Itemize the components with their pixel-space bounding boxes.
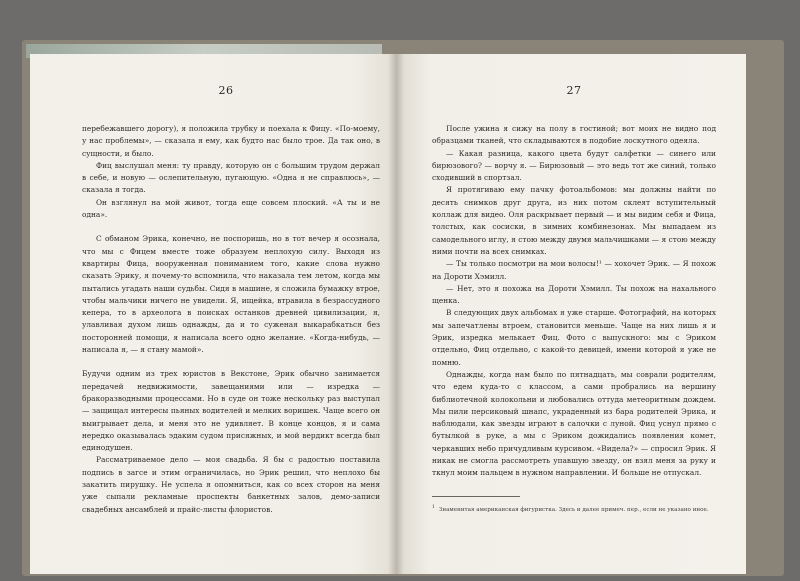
footnote-divider xyxy=(432,496,520,497)
right-page-body xyxy=(432,123,716,480)
paragraph: Фиц выслушал меня: ту правду, которую он с большим трудом держал в себе, и новую — ослепительную, пугающую. «Одна я не справлюсь», — сказала я тогда. xyxy=(82,160,380,195)
book-spine-shadow xyxy=(388,54,404,574)
paragraph: В следующих двух альбомах я уже старше. Фотографий, на которых мы запечатлены втроем, становится меньше. Чаще на них лишь я и Эрик, изредка мелькает Фиц. Фото с выпускного: мы с Эриком отдельно, Фиц отдельно, с какой-то девицей, имени которой я уже не помню. xyxy=(432,308,716,367)
paragraph: Я протягиваю ему пачку фотоальбомов: мы должны найти по десять снимков друг друга, из них потом склеят вступительный коллаж для видео. Оля раскрывает первый — и мы видим себя и Фица, толстых, как сосиски, в зимних комбинезонах. Мы выпадаем из самодельного иглу, я стою между двумя мальчишками — я стою между ними почти на всех снимках. xyxy=(432,185,716,256)
paragraph: — Нет, это я похожа на Дороти Хэмилл. Ты похож на нахального щенка. xyxy=(432,283,716,306)
paragraph: перебежавшего дорогу), я положила трубку и поехала к Фицу. «По-моему, у нас проблемы», — сказала я ему, как будто нас было трое. Да так оно, в сущности, и было. xyxy=(82,124,380,158)
paragraph: — Какая разница, какого цвета будут салфетки — синего или бирюзового? — ворчу я. — Бирюзовый — это ведь тот же синий, только сходивший в спортзал. xyxy=(432,148,716,183)
left-page-number: 26 xyxy=(218,84,234,97)
paragraph: Он взглянул на мой живот, тогда еще совсем плоский. «А ты и не одна». xyxy=(82,197,380,220)
paragraph: — Ты только посмотри на мои волосы!¹ — хохочет Эрик. — Я похож на Дороти Хэмилл. xyxy=(432,259,716,281)
left-page-body xyxy=(82,123,380,516)
footnote-text: Знаменитая американская фигуристка. Здесь и далее примеч. пер., если не указано иное. xyxy=(438,506,709,513)
right-page-number: 27 xyxy=(566,84,582,97)
paragraph: Рассматриваемое дело — моя свадьба. Я бы с радостью поставила подпись в загсе и этим ограничилась, но Эрик решил, что неплохо бы закатить пирушку. Не успела я опомниться, как со всех сторон на меня уже сыпали рекламные проспекты банкетных залов, демо-записи свадебных ансамблей и прайс-листы флористов. xyxy=(82,455,380,514)
footnote xyxy=(432,503,716,515)
left-page xyxy=(30,54,396,574)
footnote-mark: 1 xyxy=(432,504,435,510)
paragraph: С обманом Эрика, конечно, не поспоришь, но в тот вечер я осознала, что мы с Фицем вместе тоже образуем неплохую силу. Выходя из квартиры Фица, вооруженная пониманием того, какие слова нужно сказать Эрику, я почему-то вспомнила, что наказала тем летом, когда мы пытались угадать наши судьбы. Сидя в машине, я сложила бумажку втрое, чтобы мальчики ничего не увидели. Я, ищейка, втравила в безрассудного кепера, то в археолога в поисках останков древней цивилизации, я, улавливая духом лишь однажды, да и то суженая выкарабкаться без посторонней помощи, я написала всего одно желание. «Когда-нибудь, — написала я, — я стану мамой». xyxy=(82,234,380,355)
paragraph: Будучи одним из трех юристов в Векстоне, Эрик обычно занимается передачей недвижимости, завещаниями или — изредка — бракоразводными процессами. Но в суде он тоже нескольку раз выступал — защищал интересы пьяных водителей и мелких воришек. Чаще всего он выигрывает дела, и меня это не удивляет. В конце концов, я и сама нередко оказывалась эдаким судом присяжных, и мой вердикт всегда был единодушен. xyxy=(82,369,380,453)
right-page xyxy=(396,54,746,574)
paragraph: После ужина я сижу на полу в гостиной; вот моих не видно под образцами тканей, что складываются в подобие лоскутного одеяла. xyxy=(432,124,716,146)
paragraph: Однажды, когда нам было по пятнадцать, мы соврали родителям, что едем куда-то с классом, а сами пробрались на вершину библиотечной колокольни и любовались оттуда метеоритным дождем. Мы пили персиковый шнапс, украденный из бара родителей Эрика, и наблюдали, как звезды играют в салочки с луной. Фиц уснул прямо с бутылкой в руке, а мы с Эриком дожидались появления комет, черкавших небо причудливым курсивом. «Видела?» — спросил Эрик. Я никак не смогла рассмотреть упавшую звезду, он взял меня за руку и ткнул моим пальцем в нужном направлении. И больше не отпускал. xyxy=(432,369,716,478)
